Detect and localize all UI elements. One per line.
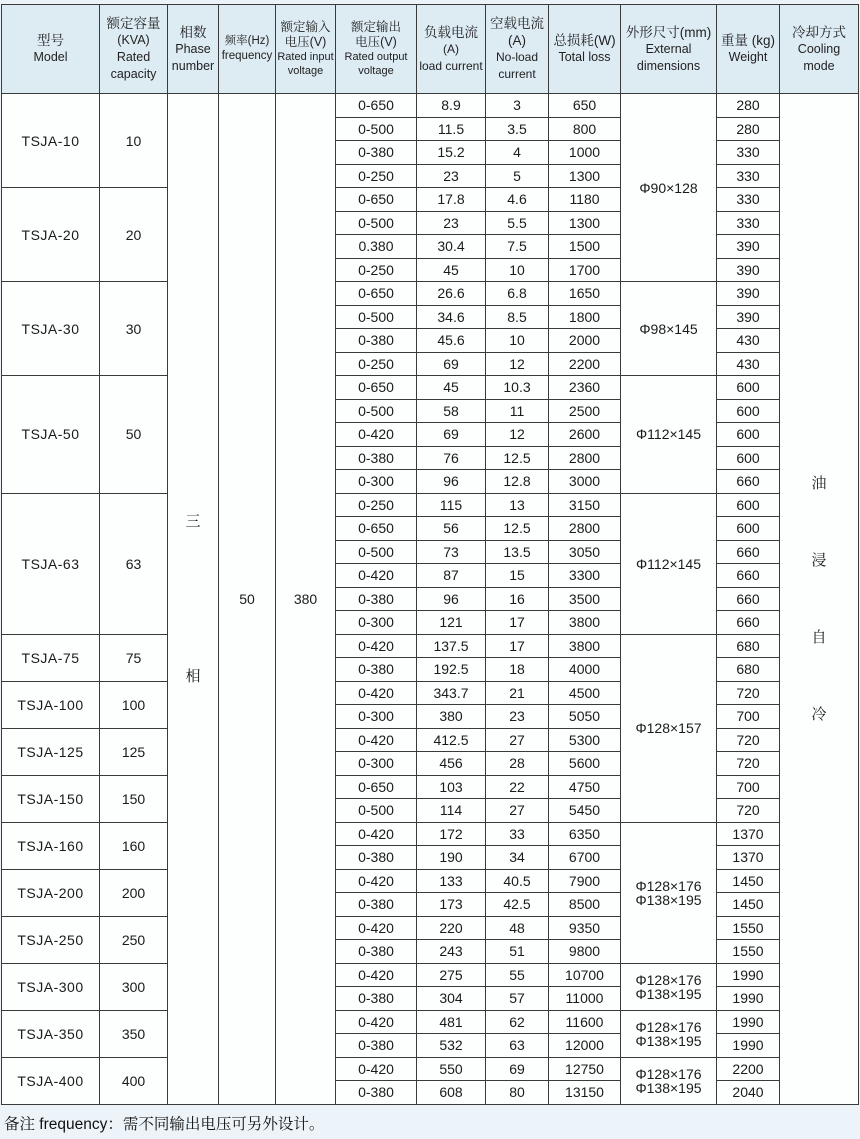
output-voltage-cell: 0.380 <box>336 235 417 259</box>
table-body <box>2 94 859 1105</box>
cooling-char: 浸 <box>811 551 827 569</box>
model-cell: TSJA-63 <box>2 493 100 634</box>
capacity-cell: 50 <box>100 376 168 494</box>
load-current-cell: 45 <box>417 376 486 400</box>
table-row <box>2 282 859 306</box>
weight-cell: 2200 <box>717 1057 780 1081</box>
load-current-cell: 190 <box>417 846 486 870</box>
output-voltage-cell: 0-380 <box>336 141 417 165</box>
load-current-cell: 220 <box>417 916 486 940</box>
total-loss-cell: 650 <box>549 94 621 118</box>
total-loss-cell: 2600 <box>549 423 621 447</box>
weight-cell: 330 <box>717 164 780 188</box>
weight-cell: 280 <box>717 94 780 118</box>
total-loss-cell: 13150 <box>549 1081 621 1105</box>
model-cell: TSJA-350 <box>2 1010 100 1057</box>
capacity-cell: 75 <box>100 634 168 681</box>
table-row <box>2 634 859 658</box>
capacity-cell: 400 <box>100 1057 168 1104</box>
load-current-cell: 56 <box>417 517 486 541</box>
load-current-cell: 23 <box>417 211 486 235</box>
total-loss-cell: 7900 <box>549 869 621 893</box>
model-cell: TSJA-400 <box>2 1057 100 1104</box>
weight-cell: 720 <box>717 752 780 776</box>
weight-cell: 600 <box>717 493 780 517</box>
no-load-current-cell: 6.8 <box>486 282 549 306</box>
total-loss-cell: 2800 <box>549 517 621 541</box>
load-current-cell: 380 <box>417 705 486 729</box>
model-cell: TSJA-250 <box>2 916 100 963</box>
total-loss-cell: 9800 <box>549 940 621 964</box>
no-load-current-cell: 12 <box>486 423 549 447</box>
column-header: 负载电流 (A) load current <box>417 5 486 94</box>
cooling-char: 自 <box>811 628 827 646</box>
dimensions-cell: Φ112×145 <box>621 493 717 634</box>
table-row <box>2 916 859 940</box>
total-loss-cell: 2000 <box>549 329 621 353</box>
weight-cell: 2040 <box>717 1081 780 1105</box>
load-current-cell: 11.5 <box>417 117 486 141</box>
output-voltage-cell: 0-250 <box>336 352 417 376</box>
no-load-current-cell: 12 <box>486 352 549 376</box>
weight-cell: 720 <box>717 681 780 705</box>
column-header: 外形尺寸(mm) External dimensions <box>621 5 717 94</box>
header-row <box>2 5 859 94</box>
load-current-cell: 69 <box>417 423 486 447</box>
model-cell: TSJA-160 <box>2 822 100 869</box>
no-load-current-cell: 42.5 <box>486 893 549 917</box>
weight-cell: 1990 <box>717 963 780 987</box>
table-header <box>2 5 859 94</box>
output-voltage-cell: 0-420 <box>336 681 417 705</box>
column-header: 重量 (kg) Weight <box>717 5 780 94</box>
load-current-cell: 17.8 <box>417 188 486 212</box>
output-voltage-cell: 0-300 <box>336 470 417 494</box>
load-current-cell: 608 <box>417 1081 486 1105</box>
table-row <box>2 822 859 846</box>
load-current-cell: 412.5 <box>417 728 486 752</box>
weight-cell: 700 <box>717 705 780 729</box>
weight-cell: 600 <box>717 399 780 423</box>
weight-cell: 390 <box>717 282 780 306</box>
no-load-current-cell: 17 <box>486 634 549 658</box>
no-load-current-cell: 28 <box>486 752 549 776</box>
load-current-cell: 532 <box>417 1034 486 1058</box>
column-header: 总损耗(W) Total loss <box>549 5 621 94</box>
weight-cell: 1550 <box>717 940 780 964</box>
output-voltage-cell: 0-380 <box>336 893 417 917</box>
weight-cell: 720 <box>717 799 780 823</box>
cooling-char: 冷 <box>811 705 827 723</box>
capacity-cell: 125 <box>100 728 168 775</box>
dimensions-cell: Φ128×176 Φ138×195 <box>621 963 717 1010</box>
no-load-current-cell: 4 <box>486 141 549 165</box>
weight-cell: 330 <box>717 188 780 212</box>
frequency-cell: 50 <box>219 94 276 1105</box>
no-load-current-cell: 57 <box>486 987 549 1011</box>
no-load-current-cell: 12.8 <box>486 470 549 494</box>
load-current-cell: 115 <box>417 493 486 517</box>
load-current-cell: 304 <box>417 987 486 1011</box>
total-loss-cell: 6700 <box>549 846 621 870</box>
column-header: 额定输出 电压(V) Rated output voltage <box>336 5 417 94</box>
load-current-cell: 550 <box>417 1057 486 1081</box>
model-cell: TSJA-150 <box>2 775 100 822</box>
load-current-cell: 456 <box>417 752 486 776</box>
no-load-current-cell: 34 <box>486 846 549 870</box>
weight-cell: 1990 <box>717 1010 780 1034</box>
load-current-cell: 103 <box>417 775 486 799</box>
cooling-char: 油 <box>811 474 827 492</box>
load-current-cell: 69 <box>417 352 486 376</box>
total-loss-cell: 4500 <box>549 681 621 705</box>
no-load-current-cell: 16 <box>486 587 549 611</box>
model-cell: TSJA-200 <box>2 869 100 916</box>
model-cell: TSJA-30 <box>2 282 100 376</box>
output-voltage-cell: 0-300 <box>336 611 417 635</box>
output-voltage-cell: 0-420 <box>336 1057 417 1081</box>
no-load-current-cell: 33 <box>486 822 549 846</box>
capacity-cell: 300 <box>100 963 168 1010</box>
no-load-current-cell: 80 <box>486 1081 549 1105</box>
total-loss-cell: 12000 <box>549 1034 621 1058</box>
table-row <box>2 94 859 118</box>
weight-cell: 680 <box>717 658 780 682</box>
capacity-cell: 250 <box>100 916 168 963</box>
weight-cell: 1450 <box>717 869 780 893</box>
spec-table <box>1 4 859 1105</box>
load-current-cell: 481 <box>417 1010 486 1034</box>
column-header: 型号 Model <box>2 5 100 94</box>
no-load-current-cell: 55 <box>486 963 549 987</box>
table-row <box>2 188 859 212</box>
load-current-cell: 30.4 <box>417 235 486 259</box>
output-voltage-cell: 0-500 <box>336 117 417 141</box>
input-voltage-cell: 380 <box>276 94 336 1105</box>
weight-cell: 390 <box>717 258 780 282</box>
footnote: 备注 frequency：需不同输出电压可另外设计。 <box>4 1115 325 1133</box>
load-current-cell: 137.5 <box>417 634 486 658</box>
total-loss-cell: 3800 <box>549 611 621 635</box>
no-load-current-cell: 3.5 <box>486 117 549 141</box>
total-loss-cell: 2200 <box>549 352 621 376</box>
no-load-current-cell: 10.3 <box>486 376 549 400</box>
output-voltage-cell: 0-650 <box>336 188 417 212</box>
no-load-current-cell: 69 <box>486 1057 549 1081</box>
no-load-current-cell: 23 <box>486 705 549 729</box>
output-voltage-cell: 0-500 <box>336 399 417 423</box>
weight-cell: 720 <box>717 728 780 752</box>
weight-cell: 600 <box>717 376 780 400</box>
load-current-cell: 243 <box>417 940 486 964</box>
no-load-current-cell: 13.5 <box>486 540 549 564</box>
load-current-cell: 8.9 <box>417 94 486 118</box>
dimensions-cell: Φ98×145 <box>621 282 717 376</box>
dimensions-cell: Φ128×157 <box>621 634 717 822</box>
output-voltage-cell: 0-420 <box>336 963 417 987</box>
output-voltage-cell: 0-250 <box>336 164 417 188</box>
weight-cell: 1550 <box>717 916 780 940</box>
output-voltage-cell: 0-420 <box>336 916 417 940</box>
total-loss-cell: 8500 <box>549 893 621 917</box>
load-current-cell: 114 <box>417 799 486 823</box>
table-row <box>2 963 859 987</box>
no-load-current-cell: 5.5 <box>486 211 549 235</box>
load-current-cell: 275 <box>417 963 486 987</box>
weight-cell: 680 <box>717 634 780 658</box>
no-load-current-cell: 18 <box>486 658 549 682</box>
total-loss-cell: 5050 <box>549 705 621 729</box>
total-loss-cell: 5450 <box>549 799 621 823</box>
output-voltage-cell: 0-420 <box>336 634 417 658</box>
output-voltage-cell: 0-380 <box>336 329 417 353</box>
output-voltage-cell: 0-420 <box>336 869 417 893</box>
load-current-cell: 121 <box>417 611 486 635</box>
load-current-cell: 173 <box>417 893 486 917</box>
total-loss-cell: 3500 <box>549 587 621 611</box>
model-cell: TSJA-300 <box>2 963 100 1010</box>
weight-cell: 660 <box>717 564 780 588</box>
column-header: 频率(Hz) frequency <box>219 5 276 94</box>
no-load-current-cell: 8.5 <box>486 305 549 329</box>
model-cell: TSJA-75 <box>2 634 100 681</box>
weight-cell: 600 <box>717 446 780 470</box>
weight-cell: 660 <box>717 587 780 611</box>
output-voltage-cell: 0-420 <box>336 822 417 846</box>
load-current-cell: 343.7 <box>417 681 486 705</box>
output-voltage-cell: 0-250 <box>336 493 417 517</box>
output-voltage-cell: 0-650 <box>336 517 417 541</box>
capacity-cell: 10 <box>100 94 168 188</box>
total-loss-cell: 11600 <box>549 1010 621 1034</box>
total-loss-cell: 9350 <box>549 916 621 940</box>
no-load-current-cell: 10 <box>486 258 549 282</box>
total-loss-cell: 4000 <box>549 658 621 682</box>
cooling-mode-cell <box>780 94 859 1105</box>
output-voltage-cell: 0-380 <box>336 1034 417 1058</box>
no-load-current-cell: 3 <box>486 94 549 118</box>
output-voltage-cell: 0-500 <box>336 799 417 823</box>
total-loss-cell: 3800 <box>549 634 621 658</box>
total-loss-cell: 1700 <box>549 258 621 282</box>
output-voltage-cell: 0-300 <box>336 705 417 729</box>
weight-cell: 600 <box>717 517 780 541</box>
column-header: 额定容量 (KVA) Rated capacity <box>100 5 168 94</box>
column-header: 额定输入 电压(V) Rated input voltage <box>276 5 336 94</box>
output-voltage-cell: 0-650 <box>336 376 417 400</box>
total-loss-cell: 1800 <box>549 305 621 329</box>
dimensions-cell: Φ112×145 <box>621 376 717 494</box>
weight-cell: 700 <box>717 775 780 799</box>
weight-cell: 660 <box>717 540 780 564</box>
table-row <box>2 681 859 705</box>
capacity-cell: 20 <box>100 188 168 282</box>
dimensions-cell: Φ128×176 Φ138×195 <box>621 1057 717 1104</box>
load-current-cell: 87 <box>417 564 486 588</box>
output-voltage-cell: 0-500 <box>336 305 417 329</box>
weight-cell: 1370 <box>717 846 780 870</box>
capacity-cell: 63 <box>100 493 168 634</box>
weight-cell: 330 <box>717 141 780 165</box>
dimensions-cell: Φ128×176 Φ138×195 <box>621 1010 717 1057</box>
total-loss-cell: 5600 <box>549 752 621 776</box>
no-load-current-cell: 27 <box>486 799 549 823</box>
total-loss-cell: 2500 <box>549 399 621 423</box>
total-loss-cell: 4750 <box>549 775 621 799</box>
column-header: 冷却方式 Cooling mode <box>780 5 859 94</box>
weight-cell: 390 <box>717 235 780 259</box>
output-voltage-cell: 0-380 <box>336 658 417 682</box>
total-loss-cell: 800 <box>549 117 621 141</box>
weight-cell: 390 <box>717 305 780 329</box>
total-loss-cell: 3300 <box>549 564 621 588</box>
output-voltage-cell: 0-420 <box>336 423 417 447</box>
load-current-cell: 45 <box>417 258 486 282</box>
total-loss-cell: 10700 <box>549 963 621 987</box>
output-voltage-cell: 0-500 <box>336 211 417 235</box>
total-loss-cell: 1300 <box>549 164 621 188</box>
load-current-cell: 58 <box>417 399 486 423</box>
no-load-current-cell: 22 <box>486 775 549 799</box>
no-load-current-cell: 51 <box>486 940 549 964</box>
weight-cell: 1990 <box>717 1034 780 1058</box>
output-voltage-cell: 0-380 <box>336 587 417 611</box>
no-load-current-cell: 10 <box>486 329 549 353</box>
phase-char: 相 <box>185 667 201 685</box>
column-header: 空载电流(A) No-load current <box>486 5 549 94</box>
model-cell: TSJA-100 <box>2 681 100 728</box>
load-current-cell: 34.6 <box>417 305 486 329</box>
load-current-cell: 192.5 <box>417 658 486 682</box>
no-load-current-cell: 17 <box>486 611 549 635</box>
weight-cell: 430 <box>717 329 780 353</box>
no-load-current-cell: 21 <box>486 681 549 705</box>
model-cell: TSJA-20 <box>2 188 100 282</box>
no-load-current-cell: 15 <box>486 564 549 588</box>
output-voltage-cell: 0-250 <box>336 258 417 282</box>
no-load-current-cell: 7.5 <box>486 235 549 259</box>
total-loss-cell: 6350 <box>549 822 621 846</box>
load-current-cell: 76 <box>417 446 486 470</box>
load-current-cell: 26.6 <box>417 282 486 306</box>
load-current-cell: 96 <box>417 587 486 611</box>
table-row <box>2 1057 859 1081</box>
capacity-cell: 160 <box>100 822 168 869</box>
no-load-current-cell: 27 <box>486 728 549 752</box>
output-voltage-cell: 0-650 <box>336 775 417 799</box>
total-loss-cell: 1000 <box>549 141 621 165</box>
weight-cell: 1450 <box>717 893 780 917</box>
table-row <box>2 493 859 517</box>
weight-cell: 430 <box>717 352 780 376</box>
load-current-cell: 96 <box>417 470 486 494</box>
no-load-current-cell: 12.5 <box>486 446 549 470</box>
no-load-current-cell: 5 <box>486 164 549 188</box>
no-load-current-cell: 62 <box>486 1010 549 1034</box>
table-row <box>2 376 859 400</box>
weight-cell: 1990 <box>717 987 780 1011</box>
output-voltage-cell: 0-650 <box>336 94 417 118</box>
no-load-current-cell: 12.5 <box>486 517 549 541</box>
output-voltage-cell: 0-650 <box>336 282 417 306</box>
output-voltage-cell: 0-420 <box>336 564 417 588</box>
total-loss-cell: 1650 <box>549 282 621 306</box>
total-loss-cell: 5300 <box>549 728 621 752</box>
table-row <box>2 1010 859 1034</box>
column-header: 相数 Phase number <box>168 5 219 94</box>
total-loss-cell: 1180 <box>549 188 621 212</box>
total-loss-cell: 1300 <box>549 211 621 235</box>
table-row <box>2 869 859 893</box>
load-current-cell: 73 <box>417 540 486 564</box>
weight-cell: 660 <box>717 611 780 635</box>
weight-cell: 330 <box>717 211 780 235</box>
capacity-cell: 100 <box>100 681 168 728</box>
table-row <box>2 775 859 799</box>
model-cell: TSJA-125 <box>2 728 100 775</box>
weight-cell: 660 <box>717 470 780 494</box>
total-loss-cell: 2800 <box>549 446 621 470</box>
no-load-current-cell: 4.6 <box>486 188 549 212</box>
dimensions-cell: Φ128×176 Φ138×195 <box>621 822 717 963</box>
total-loss-cell: 3050 <box>549 540 621 564</box>
no-load-current-cell: 48 <box>486 916 549 940</box>
no-load-current-cell: 63 <box>486 1034 549 1058</box>
total-loss-cell: 12750 <box>549 1057 621 1081</box>
load-current-cell: 15.2 <box>417 141 486 165</box>
model-cell: TSJA-10 <box>2 94 100 188</box>
output-voltage-cell: 0-380 <box>336 846 417 870</box>
dimensions-cell: Φ90×128 <box>621 94 717 282</box>
total-loss-cell: 2360 <box>549 376 621 400</box>
weight-cell: 600 <box>717 423 780 447</box>
total-loss-cell: 11000 <box>549 987 621 1011</box>
output-voltage-cell: 0-380 <box>336 987 417 1011</box>
load-current-cell: 172 <box>417 822 486 846</box>
load-current-cell: 45.6 <box>417 329 486 353</box>
output-voltage-cell: 0-300 <box>336 752 417 776</box>
total-loss-cell: 1500 <box>549 235 621 259</box>
weight-cell: 280 <box>717 117 780 141</box>
phase-cell <box>168 94 219 1105</box>
output-voltage-cell: 0-420 <box>336 1010 417 1034</box>
capacity-cell: 150 <box>100 775 168 822</box>
total-loss-cell: 3000 <box>549 470 621 494</box>
no-load-current-cell: 11 <box>486 399 549 423</box>
output-voltage-cell: 0-420 <box>336 728 417 752</box>
no-load-current-cell: 13 <box>486 493 549 517</box>
capacity-cell: 200 <box>100 869 168 916</box>
output-voltage-cell: 0-380 <box>336 1081 417 1105</box>
load-current-cell: 23 <box>417 164 486 188</box>
capacity-cell: 30 <box>100 282 168 376</box>
model-cell: TSJA-50 <box>2 376 100 494</box>
weight-cell: 1370 <box>717 822 780 846</box>
table-row <box>2 728 859 752</box>
total-loss-cell: 3150 <box>549 493 621 517</box>
output-voltage-cell: 0-380 <box>336 940 417 964</box>
phase-char: 三 <box>185 512 201 530</box>
load-current-cell: 133 <box>417 869 486 893</box>
capacity-cell: 350 <box>100 1010 168 1057</box>
no-load-current-cell: 40.5 <box>486 869 549 893</box>
output-voltage-cell: 0-500 <box>336 540 417 564</box>
output-voltage-cell: 0-380 <box>336 446 417 470</box>
